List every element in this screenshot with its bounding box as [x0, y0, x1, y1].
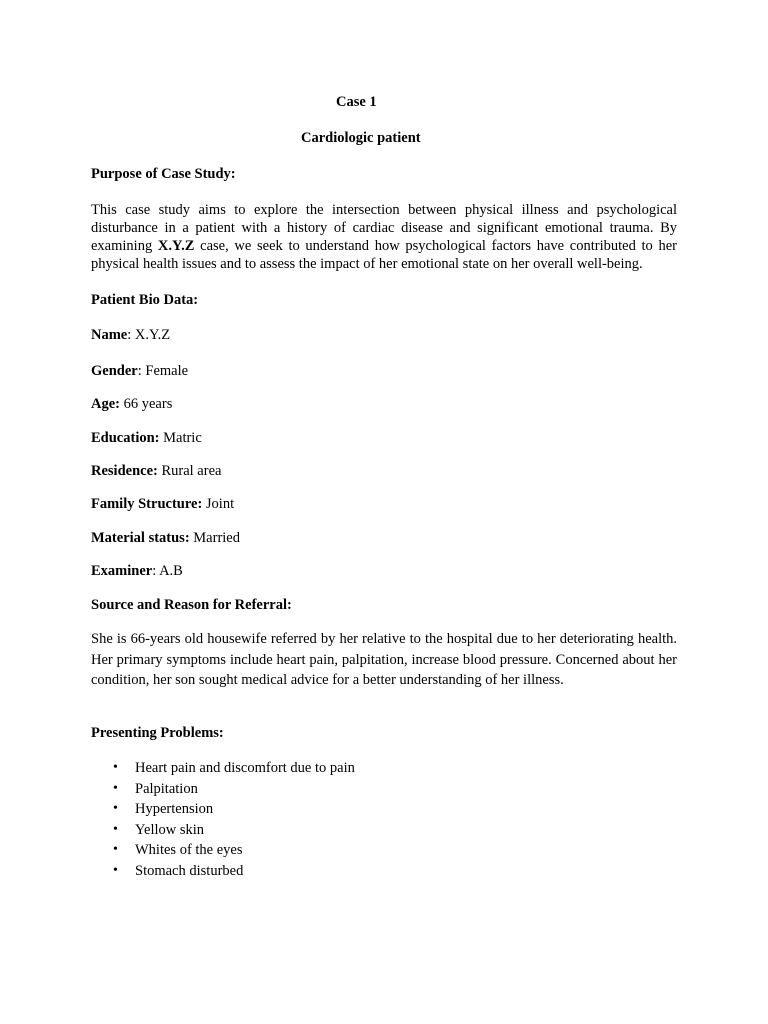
bio-field-age — [91, 396, 172, 413]
list-item — [91, 799, 355, 820]
bio-field-name — [91, 327, 170, 344]
bio-value: X.Y.Z — [134, 327, 171, 343]
bio-value: A.B — [159, 563, 183, 579]
bio-field-family-structure — [91, 496, 234, 513]
bio-field-education — [91, 430, 202, 447]
problem-text: Whites of the eyes — [135, 842, 243, 859]
problem-text: Hypertension — [135, 801, 214, 818]
purpose-heading: Purpose of Case Study: — [91, 166, 236, 182]
bullet-icon: • — [113, 821, 118, 837]
list-item — [91, 840, 355, 861]
purpose-patient-name: X.Y.Z — [157, 238, 195, 254]
bullet-icon: • — [113, 780, 118, 796]
problems-list — [91, 758, 355, 882]
bullet-icon: • — [113, 760, 118, 775]
bio-label: Examiner — [91, 563, 153, 579]
case-title: Case 1 — [336, 94, 377, 110]
list-item — [91, 758, 355, 779]
bio-label: Family Structure: — [91, 496, 203, 512]
problem-text: Stomach disturbed — [135, 862, 244, 879]
list-item — [91, 820, 355, 841]
bio-label: Name — [91, 327, 128, 343]
bio-label: Gender — [91, 363, 138, 379]
bio-value: 66 years — [123, 396, 173, 412]
problems-heading: Presenting Problems: — [91, 725, 224, 741]
bio-label: Age: — [91, 396, 120, 412]
purpose-text-before: This case study aims to explore the intersection between physical illness and psychological disturbance in a patient with a history of cardiac disease and significant emotional trauma. By examining — [91, 202, 677, 254]
bio-separator: : — [152, 563, 160, 579]
bio-field-residence — [91, 463, 221, 480]
bio-separator: : — [127, 327, 135, 343]
bullet-icon: • — [113, 801, 118, 817]
bio-value: Married — [193, 530, 240, 546]
list-item — [91, 779, 355, 800]
bio-value: Joint — [205, 496, 235, 512]
bio-field-examiner — [91, 563, 183, 580]
bio-label: Residence: — [91, 463, 158, 479]
problem-text: Palpitation — [135, 780, 198, 797]
bio-label: Education: — [91, 430, 160, 446]
referral-heading: Source and Reason for Referral: — [91, 597, 292, 613]
bio-value: Matric — [163, 430, 202, 446]
bio-heading: Patient Bio Data: — [91, 292, 199, 308]
bio-separator: : — [137, 363, 146, 379]
list-item — [91, 861, 355, 882]
problem-text: Yellow skin — [135, 821, 205, 838]
bio-field-material-status — [91, 530, 240, 547]
bio-value: Rural area — [161, 463, 222, 479]
bio-value: Female — [145, 363, 189, 379]
purpose-paragraph — [91, 201, 677, 273]
bullet-icon: • — [113, 862, 118, 878]
case-subtitle: Cardiologic patient — [301, 130, 421, 146]
bio-label: Material status: — [91, 530, 190, 546]
bullet-icon: • — [113, 842, 118, 858]
referral-paragraph: She is 66-years old housewife referred by her relative to the hospital due to her deteriorating health. Her primary symptoms include heart pain, palpitation, increase blood pressure. Concerned about her condition, her son sought medical advice for a better understanding of her illness. — [91, 631, 677, 688]
bio-field-gender — [91, 363, 188, 380]
purpose-text-after: case, we seek to understand how psychological factors have contributed to her physical health issues and to assess the impact of her emotional state on her overall well-being. — [91, 238, 677, 272]
problem-text: Heart pain and discomfort due to pain — [135, 760, 355, 776]
